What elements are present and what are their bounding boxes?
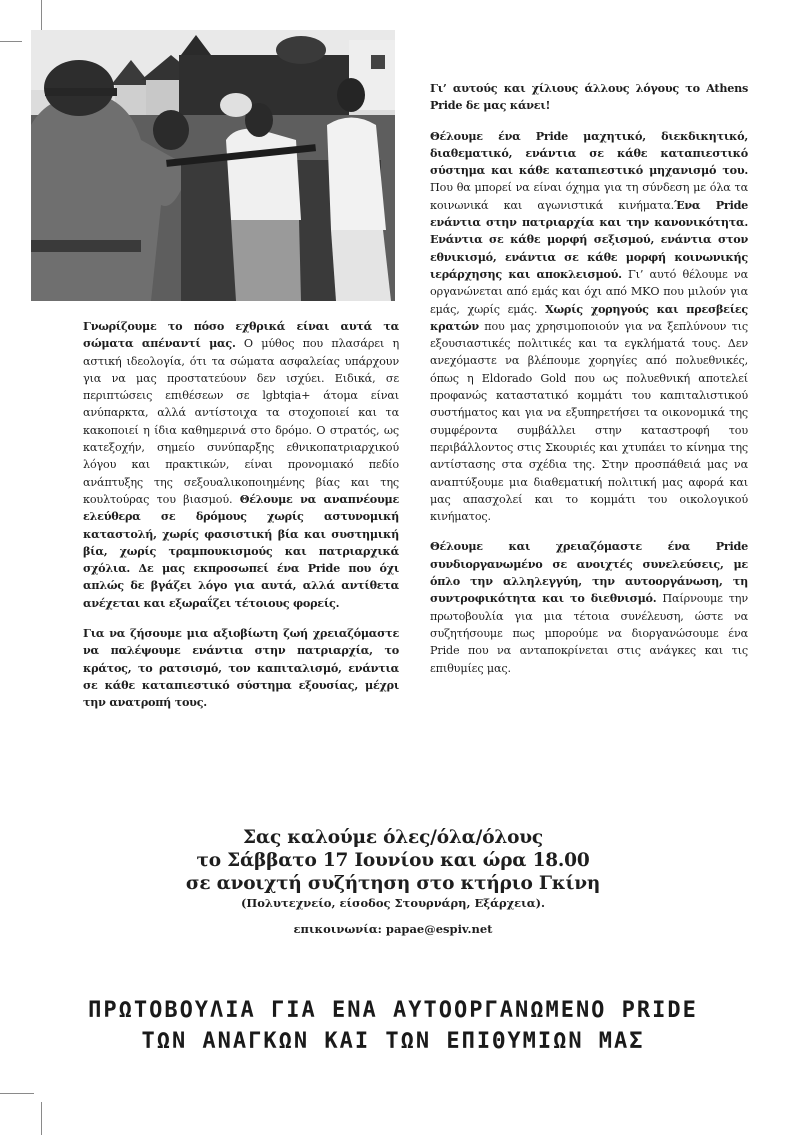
invitation-line-2: το Σάββατο 17 Ιουνίου και ώρα 18.00 — [196, 850, 590, 871]
left-p2-bold: Για να ζήσουμε μια αξιοβίωτη ζωή χρειαζόμαστε να παλέψουμε ενάντια στην πατριαρχία, το κράτος, το ρατσισμό, τον καπιταλισμό, ενάντια σε κάθε καταπιεστικό σύστημα εξουσίας, μέχρι την ανατροπή τους. — [83, 626, 399, 710]
right-p2-bold-2: Ένα Pride ενάντια στην πατριαρχία και την κανονικότητα. Ενάντια σε κάθε μορφή σεξισμού, ενάντια στον εθνικισμό, ενάντια σε κάθε μορφή κοινωνικής ιεράρχησης και αποκλεισμού. — [430, 197, 749, 281]
protest-photo-illustration — [31, 30, 395, 301]
right-p1-bold: Γι’ αυτούς και χίλιους άλλους λόγους το Athens Pride δε μας κάνει! — [430, 81, 748, 113]
left-p1-bold-demand: Θέλουμε να αναπνέουμε ελεύθερα σε δρόμους χωρίς αστυνομική καταστολή, χωρίς φασιστική βία και συστημική βία, χωρίς τραμπουκισμούς και πατριαρχικά σχόλια. Δε μας εκπροσωπεί ένα Pride που όχι απλώς δε βγάζει λόγο για αυτά, αλλά αντίθετα ανέχεται και εξωραΐζει τέτοιους φορείς. — [83, 491, 399, 610]
right-p2-bold-3: Χωρίς χορηγούς και πρεσβείες κρατών — [430, 301, 748, 333]
invitation-contact[interactable]: επικοινωνία: papae@espiv.net — [293, 922, 493, 936]
right-p2-text: Που θα μπορεί να είναι όχημα για τη σύνδεση με όλα τα κοινωνικά και αγωνιστικά κινήματα. — [430, 181, 748, 212]
right-paragraph-1 — [430, 80, 748, 115]
left-paragraph-2 — [83, 625, 399, 711]
right-p2-text-2: Γι’ αυτό θέλουμε να οργανώνεται από εμάς και όχι από ΜΚΟ που μιλούν για εμάς, χωρίς εμάς. — [430, 267, 748, 316]
right-column — [430, 80, 748, 677]
invitation-block — [60, 826, 726, 937]
right-p3-bold: Θέλουμε και χρειαζόμαστε ένα Pride συνδιοργανωμένο σε ανοιχτές συνελεύσεις, με όπλο την αλληλεγγύη, την αυτοοργάνωση, τη συντροφικότητα και το διεθνισμό. — [430, 539, 748, 606]
crop-mark-top-horizontal — [0, 41, 22, 42]
invitation-line-3: σε ανοιχτή συζήτηση στο κτήριο Γκίνη — [185, 873, 601, 894]
invitation-location: (Πολυτεχνείο, είσοδος Στουρνάρη, Εξάρχεια). — [240, 896, 546, 910]
invitation-line-1: Σας καλούμε όλες/όλα/όλους — [243, 827, 543, 848]
slogan-line-1: ΠΡΩΤΟΒΟΥΛΙΑ ΓΙΑ ΕΝΑ ΑΥΤΟΟΡΓΑΝΩΜΕΝΟ PRIDE — [88, 998, 698, 1023]
crop-mark-bottom-vertical — [41, 1102, 42, 1135]
left-p1-bold-lead: Γνωρίζουμε το πόσο εχθρικά είναι αυτά τα σώματα απέναντί μας. — [83, 319, 399, 351]
right-p3-text: Παίρνουμε την πρωτοβουλία για μια τέτοια συνέλευση, ώστε να συζητήσουμε πως μπορούμε να διοργανώσουμε ένα Pride που να ανταποκρίνεται στις ανάγκες και τις επιθυμίες μας. — [430, 592, 749, 675]
crop-mark-bottom-horizontal — [0, 1093, 34, 1094]
right-paragraph-2 — [430, 128, 748, 526]
slogan-block — [60, 995, 726, 1057]
protest-photo — [31, 30, 395, 301]
left-paragraph-1 — [83, 318, 399, 612]
right-p2-text-3: που μας χρησιμοποιούν για να ξεπλύνουν τις εξουσιαστικές πολιτικές και τα εγκλήματά τους. Δεν ανεχόμαστε να βλέπουμε χορηγίες από πολυεθνικές, όπως η Eldorado Gold που ως πολυεθνική αποτελεί προφανώς καταστατικό κομμάτι του καπιταλιστικού συστήματος και για να εξυπηρετήσει τα οικονομικά της συμφέροντα συμβάλλει στην καταστροφή του περιβάλλοντος στις Σκουριές και χτυπάει το κίνημα της αντίστασης στα σχέδια της. Στην προσπάθειά μας να αναπτύξουμε μια διαθεματική πολιτική μας αφορά και μας απασχολεί και το κομμάτι του οικολογικού κινήματος. — [430, 319, 748, 524]
right-paragraph-3 — [430, 538, 748, 676]
crop-mark-top-vertical — [41, 0, 42, 30]
left-column — [83, 318, 399, 712]
right-p2-bold-lead: Θέλουμε ένα Pride μαχητικό, διεκδικητικό, διαθεματικό, ενάντια σε κάθε καταπιεστικό σύστημα και κάθε καταπιεστικό μηχανισμό του. — [430, 128, 748, 178]
left-p1-text: Ο μύθος που πλασάρει η αστική ιδεολογία, ότι τα σώματα ασφαλείας υπάρχουν για να μας προστατεύουν δεν ισχύει. Ειδικά, σε περιπτώσεις επιθέσεων σε lgbtqia+ άτομα είναι ανύπαρκτα, αλλά αντίστοιχα τα στοχοποιεί και τα κακοποιεί η ίδια καθημερινά στο δρόμο. Ο στρατός, ως κατεξοχήν, σημείο συνύπαρξης εθνικοπατριαρχικού λόγου και πρακτικών, είναι προνομιακό πεδίο ανάπτυξης της σεξουαλικοποιημένης βίας και της κουλτούρας του βιασμού. — [83, 337, 399, 506]
slogan-line-2: ΤΩΝ ΑΝΑΓΚΩΝ ΚΑΙ ΤΩΝ ΕΠΙΘΥΜΙΩΝ ΜΑΣ — [141, 1029, 645, 1054]
